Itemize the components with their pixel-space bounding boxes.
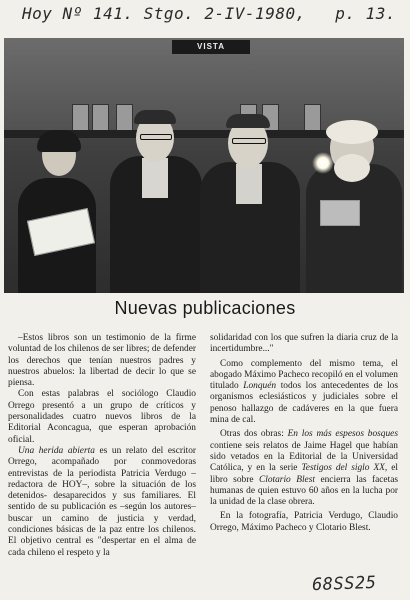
paragraph-text: todos los antecedentes de los organismos eclesiásticos y judiciales sobre el penoso hallazgo de cadáveres en la que fuera mina de cal. [210, 381, 399, 426]
book-on-shelf [92, 104, 109, 132]
paragraph: Con estas palabras el sociólogo Claudio Orrego presentó a un grupo de críticos y personalidades cuatro nuevos libros de la Editorial Aconcagua, que esperan aprobación oficial. [8, 389, 196, 445]
book-on-shelf [116, 104, 133, 132]
paragraph-text: , el libro sobre [210, 463, 398, 485]
paragraph [210, 359, 398, 427]
article-right-column [210, 333, 398, 534]
paragraph [210, 429, 398, 508]
book-on-shelf [72, 104, 89, 132]
paragraph-text: Otras dos obras: [220, 429, 284, 440]
paragraph: –Estos libros son un testimonio de la firme voluntad de los chilenos de ser libres; de defender los derechos que tenían nuestros padres y nuestros abuelos: la libertad de decir lo que se piensa. [8, 333, 196, 389]
book-title: Clotario Blest [258, 474, 315, 485]
book-on-shelf [304, 104, 321, 132]
paragraph-text: contiene seis relatos de Jaime Hagel que habían sido vetados en la Editorial de la Universidad Católica, y en la serie [210, 440, 398, 474]
paragraph-text: Como complemento del mismo tema, el abogado Máximo Pacheco recopiló en el volumen titulado [210, 358, 398, 392]
paragraph-text: encierra las facetas humanas de quien estuvo 60 años en la lucha por la unidad de la clase obrera. [210, 474, 399, 508]
news-photo [4, 38, 404, 293]
handwritten-archive-number: 68SS25 [311, 572, 377, 596]
paragraph [8, 446, 196, 559]
paragraph-text: es un relato del escritor Orrego, acompañado por conmovedoras entrevistas de la periodista Patricia Verdugo –redactora de HOY–, sobre la situación de los detenidos- desaparecidos y sus familiares. El sentido de su publicación es –según los autores– buscar un camino de justicia y verdad, condiciones básicas de la paz entre los chilenos. El objetivo central es "despertar en el alma de cada chileno el respeto y la [8, 445, 196, 558]
book-title: Una herida abierta [18, 445, 95, 456]
handwritten-page-number: p. 13. [335, 4, 396, 23]
book-title: Testigos del siglo XX [301, 463, 385, 474]
camera-flash [312, 152, 334, 174]
held-book [320, 200, 360, 226]
photo-sign: VISTA [172, 40, 250, 54]
paragraph: solidaridad con los que sufren la diaria cruz de la incertidumbre..." [210, 333, 398, 355]
photo-caption: En la fotografía, Patricia Verdugo, Claudio Orrego, Máximo Pacheco y Clotario Blest. [210, 511, 398, 533]
article-headline: Nuevas publicaciones [114, 298, 296, 318]
article-left-column [8, 333, 196, 559]
book-title: En los más espesos bosques [287, 429, 398, 440]
handwritten-source-note: Hoy Nº 141. Stgo. 2-IV-1980, [22, 4, 306, 23]
book-title: Lonquén [243, 381, 277, 392]
